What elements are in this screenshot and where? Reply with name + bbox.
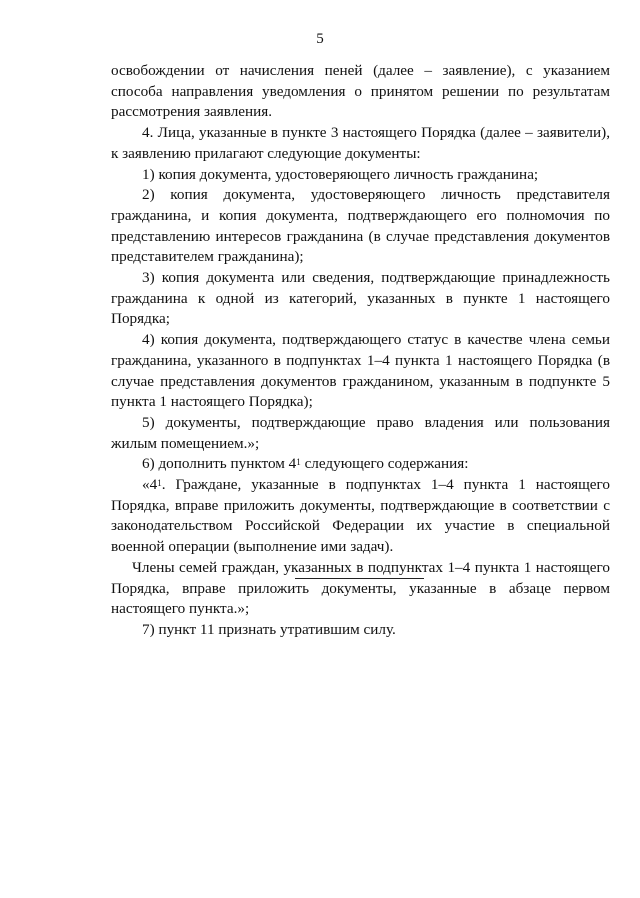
amendment-item-7: 7) пункт 11 признать утратившим силу. bbox=[142, 620, 396, 638]
list-item-3: 3) копия документа или сведения, подтверждающие принадлежность гражданина к одной из категорий, указанных в пункте 1 настоящего Порядка; bbox=[111, 269, 610, 328]
superscript-index: 1 bbox=[296, 457, 301, 468]
list-item-5: 5) документы, подтверждающие право владения или пользования жилым помещением.»; bbox=[111, 413, 610, 452]
superscript-index: 1 bbox=[157, 478, 162, 489]
family-members-paragraph: Члены семей граждан, указанных в подпунктах 1–4 пункта 1 настоящего Порядка, вправе приложить документы, указанные в абзаце первом настоящего пункта.»; bbox=[111, 558, 610, 618]
list-item-1: 1) копия документа, удостоверяющего личность гражданина; bbox=[142, 165, 539, 183]
clause-text: . Граждане, указанные в подпунктах 1–4 пункта 1 настоящего Порядка, вправе приложить документы, подтверждающие в соответствии с законодательством Российской Федерации их участие в специальной военной операции (выполнение ими задач). bbox=[111, 476, 610, 556]
page-number: 5 bbox=[316, 31, 324, 47]
clause-number-start: «4 bbox=[142, 476, 158, 494]
end-divider-line bbox=[295, 578, 424, 579]
list-item-4: 4) копия документа, подтверждающего статус в качестве члена семьи гражданина, указанного в подпунктах 1–4 пункта 1 настоящего Порядка (в случае представления документов гражданином, указанным в подпункте 5 пункта 1 настоящего Порядка); bbox=[111, 331, 610, 411]
new-clause-4-1 bbox=[111, 475, 610, 558]
amendment-item-6 bbox=[111, 454, 610, 475]
list-item-2: 2) копия документа, удостоверяющего личность представителя гражданина, и копия документа, подтверждающего его полномочия по представлению интересов гражданина (в случае представления документов представителем гражданина); bbox=[111, 186, 610, 266]
amendment-6-text-end: следующего содержания: bbox=[300, 455, 469, 473]
paragraph-item-4: 4. Лица, указанные в пункте 3 настоящего Порядка (далее – заявители), к заявлению прилагают следующие документы: bbox=[111, 124, 610, 162]
paragraph-continuation: освобождении от начисления пеней (далее – заявление), с указанием способа направления уведомления о принятом решении по результатам рассмотрения заявления. bbox=[111, 62, 610, 121]
amendment-6-text-start: 6) дополнить пунктом 4 bbox=[142, 455, 297, 473]
document-body bbox=[111, 61, 610, 641]
